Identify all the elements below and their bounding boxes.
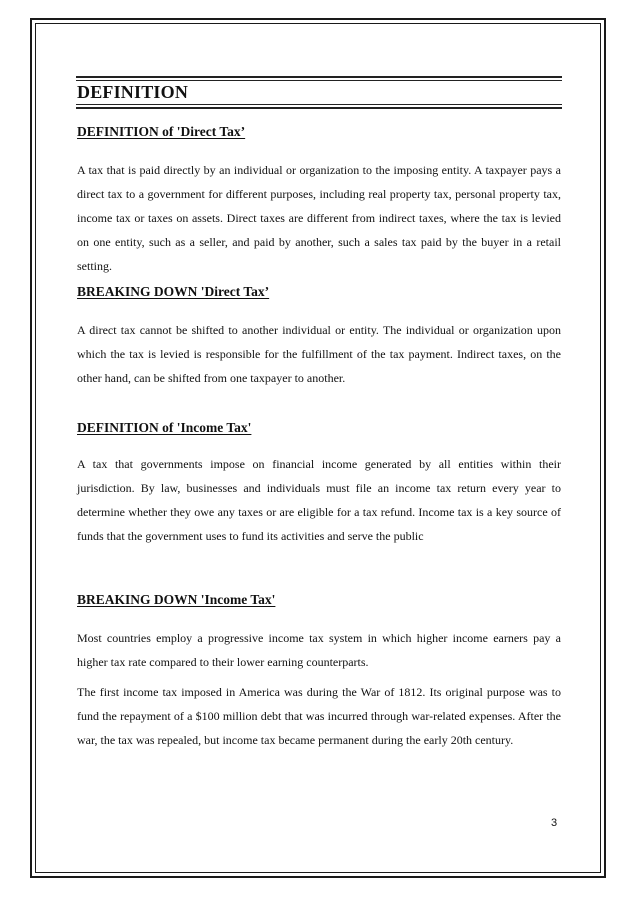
page-number: 3 [551, 817, 558, 829]
title-rule-top [76, 76, 562, 78]
section-heading-income-tax-definition: DEFINITION of 'Income Tax' [77, 420, 252, 435]
section-heading-income-tax-breakdown: BREAKING DOWN 'Income Tax' [77, 592, 276, 607]
paragraph-direct-tax-breakdown: A direct tax cannot be shifted to another individual or entity. The individual or organization upon which the tax is levied is responsible for the fulfillment of the tax payment. Indirect taxes, on the other hand, can be shifted from one taxpayer to another. [77, 323, 561, 385]
paragraph-income-tax-definition: A tax that governments impose on financial income generated by all entities within their jurisdiction. By law, businesses and individuals must file an income tax return every year to determine whether they owe any taxes or are eligible for a tax refund. Income tax is a key source of funds that the government uses to fund its activities and serve the public [77, 457, 561, 543]
paragraph-income-tax-breakdown-2: The first income tax imposed in America was during the War of 1812. Its original purpose was to fund the repayment of a $100 million debt that was incurred through war-related expenses. After the war, the tax was repealed, but income tax became permanent during the early 20th century. [77, 685, 561, 747]
title-rule-bottom [76, 107, 562, 109]
section-heading-direct-tax-definition: DEFINITION of 'Direct Tax’ [77, 124, 246, 139]
title-rule-top-thin [76, 80, 562, 81]
section-heading-direct-tax-breakdown: BREAKING DOWN 'Direct Tax’ [77, 284, 270, 299]
title-rule-bottom-thin [76, 104, 562, 105]
paragraph-income-tax-breakdown-1: Most countries employ a progressive income tax system in which higher income earners pay a higher tax rate compared to their lower earning counterparts. [77, 631, 561, 669]
paragraph-direct-tax-definition: A tax that is paid directly by an individual or organization to the imposing entity. A taxpayer pays a direct tax to a government for different purposes, including real property tax, personal property tax, income tax or taxes on assets. Direct taxes are different from indirect taxes, where the tax is levied on one entity, such as a seller, and paid by another, such a sales tax paid by the buyer in a retail setting. [77, 163, 561, 273]
page-title: DEFINITION [77, 82, 189, 102]
